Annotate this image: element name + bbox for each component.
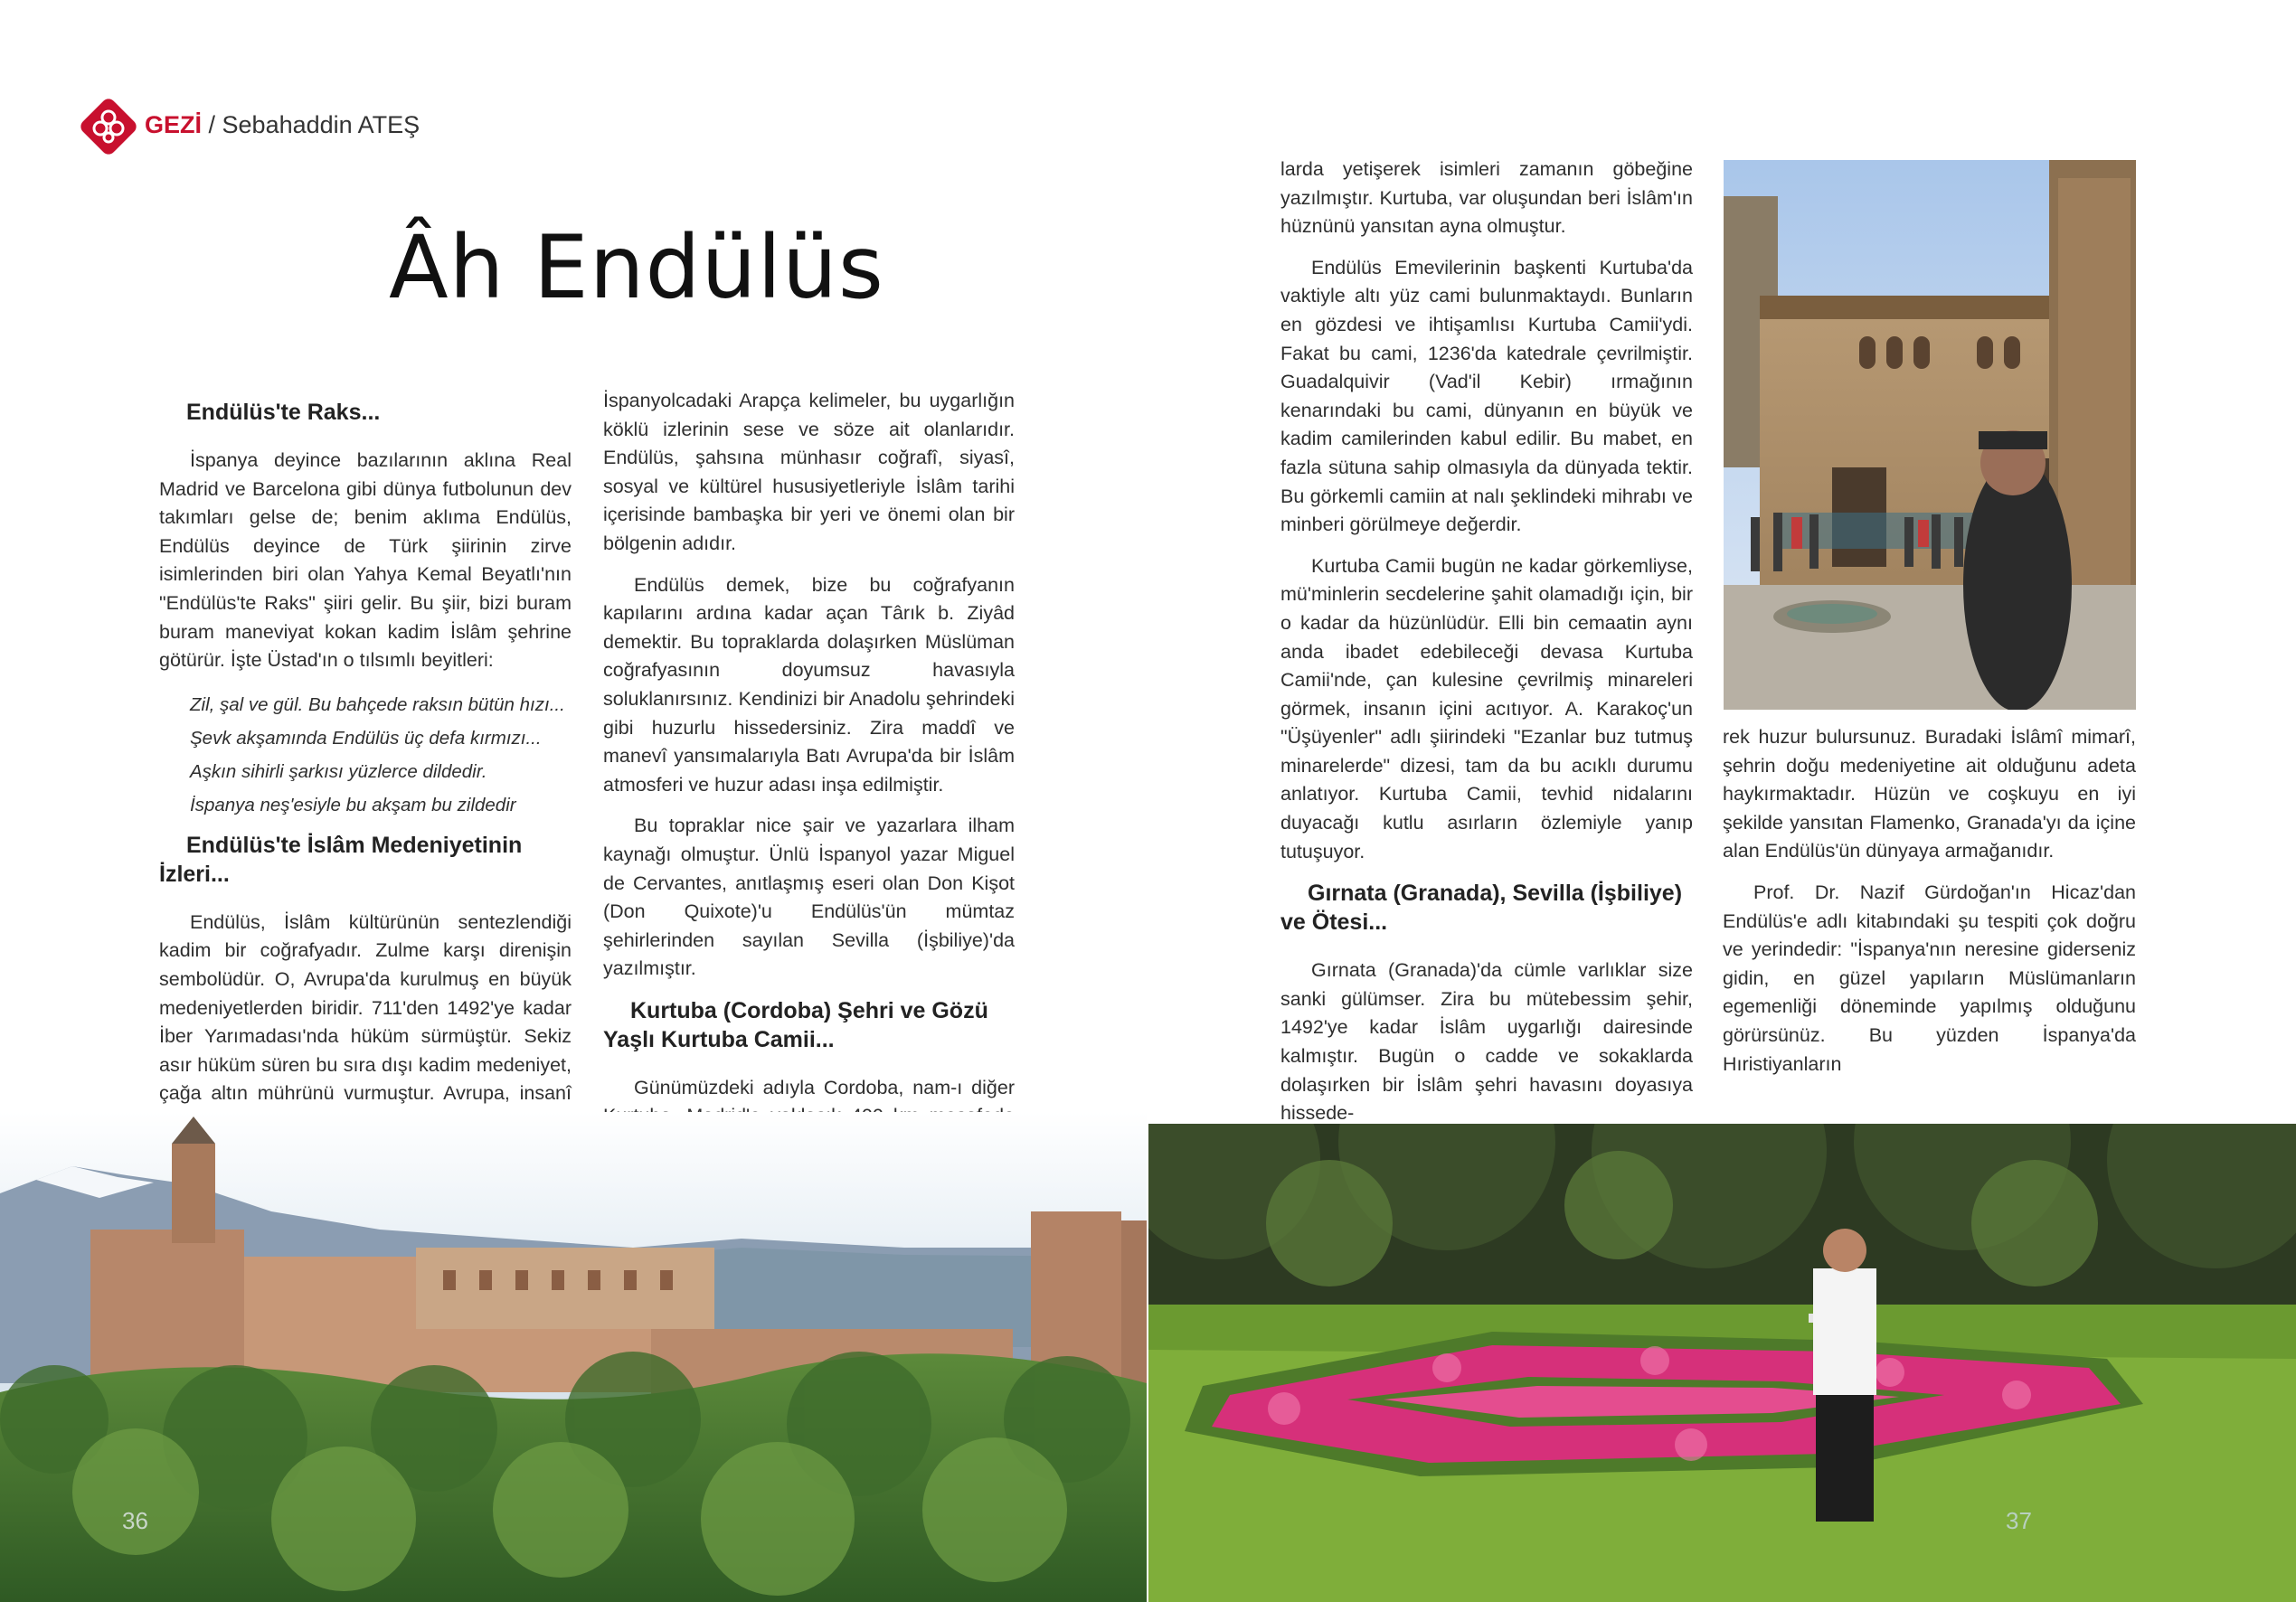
- paragraph: Prof. Dr. Nazif Gürdoğan'ın Hicaz'dan Endülüs'e adlı kitabındaki şu tespiti çok doğru ve yerindedir: "İspanya'nın neresine giderseniz gidin, en güzel yapıların Müslümanların egemenliği döneminde yapılmış olduğunu görürsünüz. Bu yüzden İspanya'da Hıristiyanların: [1723, 881, 2136, 1075]
- page-number-left: 36: [122, 1507, 148, 1534]
- paragraph: Endülüs, İslâm kültürünün sentezlendiği kadim bir coğrafyadır. Zulme karşı direnişin sembolüdür. O, Avrupa'da kurulmuş en büyük medeniyetlerden biridir. 711'den 1492'ye kadar İber Yarımadası'nda hüküm sürmüştür. Sekiz asır hüküm süren bu sıra dışı kadim medeniyet, çağa altın mührünü vurmuştur. Avrupa, insanî: [159, 910, 572, 1105]
- section-name: GEZİ: [145, 111, 203, 138]
- text-column-3: [1280, 155, 1693, 1141]
- courtyard-photo: [1724, 160, 2136, 710]
- subheading-raks: Endülüs'te Raks...: [186, 400, 381, 425]
- section-header: [145, 111, 420, 139]
- paragraph: Bu topraklar nice şair ve yazarlara ilham kaynağı olmuştur. Ünlü İspanyol yazar Miguel de Cervantes, anıtlaşmış eseri olan Don Kişot (Don Quixote)'u Endülüs'ün mümtaz şehirlerinden sayılan Sevilla (İşbiliye)'da yazılmıştır.: [603, 815, 1015, 980]
- magazine-logo-icon: [76, 94, 141, 159]
- text-column-4: [1723, 723, 2136, 1091]
- paragraph: Endülüs demek, bize bu coğrafyanın kapılarını ardına kadar açan Târık b. Ziyâd demektir. Bu topraklarda dolaşırken Müslüman coğrafyasının doyumsuz havasıyla soluklanırsınız. Kendinizi bir Anadolu şehrindeki gibi huzurlu hissedersiniz. Zira maddî ve manevî yansımalarıyla Batı Avrupa'da bir İslâm atmosferi ve huzur adası inşa edilmiştir.: [603, 573, 1015, 796]
- header-separator: /: [202, 111, 222, 138]
- poem-verse: Şevk akşamında Endülüs üç defa kırmızı...: [190, 727, 542, 749]
- paragraph: rek huzur bulursunuz. Buradaki İslâmî mimarî, şehrin doğu medeniyetine ait olduğunu adeta haykırmaktadır. Hüzün ve coşkuyu en iyi şekilde yansıtan Flamenko, Granada'yı da içine alan Endülüs'ün dünyaya armağanıdır.: [1723, 726, 2136, 862]
- text-column-1: [159, 389, 572, 1207]
- paragraph: İspanyolcadaki Arapça kelimeler, bu uygarlığın köklü izlerinin sese ve söze ait olanlarıdır. Endülüs, şahsına münhasır coğrafî, siyasî, sosyal ve kültürel hususiyetleriyle İslâm tarihi içerisinde bambaşka bir yeri ve önemi olan bir bölgenin adıdır.: [603, 390, 1015, 554]
- alhambra-photo: [0, 1112, 1147, 1602]
- paragraph: Gırnata (Granada)'da cümle varlıklar size sanki gülümser. Zira bu mütebessim şehir, 1492'ye kadar İslâm uygarlığı dairesinde kalmıştır. Bugün o cadde ve sokaklarda dolaşırken bir İslâm şehri havasını doyasıya hissede-: [1280, 959, 1693, 1125]
- author-name: Sebahaddin ATEŞ: [222, 111, 420, 138]
- poem-verse: Zil, şal ve gül. Bu bahçede raksın bütün hızı...: [190, 693, 565, 715]
- paragraph: Günümüzdeki adıyla Cordoba, nam-ı diğer: [634, 1076, 1015, 1098]
- subheading-granada: Gırnata (Granada), Sevilla (İşbiliye) ve Ötesi...: [1280, 881, 1683, 936]
- poem-verse: Aşkın sihirli şarkısı yüzlerce dildedir.: [190, 760, 487, 782]
- subheading-kurtuba: Kurtuba (Cordoba) Şehri ve Gözü Yaşlı Kurtuba Camii...: [603, 997, 988, 1052]
- garden-photo: [1148, 1124, 2296, 1602]
- paragraph: İspanya deyince bazılarının aklına Real Madrid ve Barcelona gibi dünya futbolunun dev takımları gelse de; benim aklıma Endülüs, Endülüs deyince de Türk şiirinin zirve isimlerinden biri olan Yahya Kemal Beyatlı'nın "Endülüs'te Raks" şiiri gelir. Bu şiir, bizi buram buram maneviyat kokan kadim İslâm şehrine götürür. İşte Üstad'ın o tılsımlı beyitleri:: [159, 449, 572, 672]
- paragraph: Endülüs Emevilerinin başkenti Kurtuba'da vaktiyle altı yüz cami bulunmaktaydı. Bunların en gözdesi ve ihtişamlısı Kurtuba Camii'ydi. Fakat bu cami, 1236'da katedrale çevrilmiştir. Guadalquivir (Vad'il Kebir) ırmağının kenarındaki bu cami, dünyanın en büyük ve kadim camilerinden kabul edilir. Bu mabet, en fazla sütuna sahip olmasıyla da dünyada tektir. Bu görkemli camiin at nalı şeklindeki mihrabı ve minberi görülmeye değerdir.: [1280, 256, 1693, 536]
- poem-verses: [159, 688, 572, 822]
- poem-verse: İspanya neş'esiyle bu akşam bu zildedir: [190, 794, 516, 815]
- page-number-right: 37: [2006, 1507, 2032, 1534]
- subheading-civilization: Endülüs'te İslâm Medeniyetinin İzleri...: [159, 832, 523, 887]
- article-title: Âh Endülüs: [389, 217, 884, 318]
- paragraph: larda yetişerek isimleri zamanın göbeğine yazılmıştır. Kurtuba, var oluşundan beri İslâm'ın hüznünü yansıtan ayna olmuştur.: [1280, 158, 1693, 238]
- paragraph: Kurtuba Camii bugün ne kadar görkemliyse, mü'minlerin secdelerine şahit olamadığı için, bir o kadar da hüzünlüdür. Elli bin cemaatin aynı anda ibadet edebileceği devasa Kurtuba Camii'nde, çan kulesine çevrilmiş minareleri görmek, insanın içini acıtıyor. A. Karakoç'un "Üşüyenler" adlı şiirindeki "Ezanlar buz tutmuş minarelerde" dizesi, tam da bu acıklı durumu anlatıyor. Kurtuba Camii, tevhid nidalarını duyacağı kutlu asırların özlemiyle yanıp tutuşuyor.: [1280, 554, 1693, 862]
